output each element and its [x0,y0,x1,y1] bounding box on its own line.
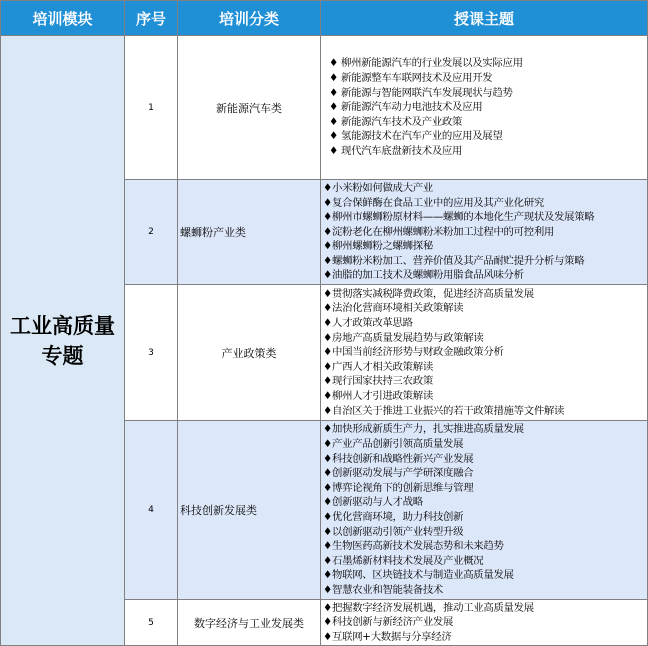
topic-item: ♦科技创新和战略性新兴产业发展 [323,452,474,465]
topic-item: ♦优化营商环境，助力科技创新 [323,511,464,523]
header-topics: 授课主题 [321,1,648,36]
topic-item: ♦ 新能源汽车技术及产业政策 [329,115,463,128]
table-row-1 [1,36,648,180]
topic-item: ♦现行国家扶持三农政策 [323,375,433,388]
topic-item: ♦ 氢能源技术在汽车产业的应用及展望 [329,130,503,143]
header-index: 序号 [125,1,178,36]
header-category: 培训分类 [178,1,321,36]
topic-item: ♦加快形成新质生产力，扎实推进高质量发展 [323,423,524,436]
row-index: 3 [125,285,178,421]
module-cell [1,36,125,646]
row-index: 5 [125,600,178,646]
topic-item: ♦小米粉如何做成大产业 [323,181,433,194]
topic-item: ♦智慧农业和智能装备技术 [323,583,444,596]
topic-item: ♦复合保鲜酶在食品工业中的应用及其产业化研究 [323,196,544,209]
topic-item: ♦螺蛳粉米粉加工、营养价值及其产品耐贮提升分析与策略 [323,254,585,267]
row-category: 螺蛳粉产业类 [178,180,321,285]
row-topics [321,421,648,600]
topic-item: ♦把握数字经济发展机遇，推动工业高质量发展 [323,601,534,614]
topic-item: ♦淀粉老化在柳州螺蛳粉米粉加工过程中的可控利用 [323,225,555,238]
topic-item: ♦贯彻落实减税降费政策，促进经济高质量发展 [323,287,534,300]
topic-item: ♦博弈论视角下的创新思维与管理 [323,481,474,494]
topic-item: ♦产业产品创新引领高质量发展 [323,438,464,451]
topic-item: ♦生物医药高新技术发展态势和未来趋势 [323,540,504,553]
row-category: 产业政策类 [178,285,321,421]
topic-item: ♦ 新能源汽车动力电池技术及应用 [329,101,483,114]
topic-item: ♦柳州市螺蛳粉原材料——螺蛳的本地化生产现状及发展策略 [323,211,595,224]
topic-item: ♦互联网+大数据与分享经济 [323,630,452,643]
header-module: 培训模块 [1,1,125,36]
row-category: 新能源汽车类 [178,36,321,180]
topic-item: ♦广西人才相关政策解读 [323,360,433,373]
topic-item: ♦房地产高质量发展趋势与政策解读 [323,331,484,344]
topic-item: ♦创新驱动发展与产学研深度融合 [323,467,474,480]
topic-item: ♦以创新驱动引领产业转型升级 [323,525,464,538]
topic-item: ♦科技创新与新经济产业发展 [323,616,454,629]
row-index: 1 [125,36,178,180]
topic-item: ♦柳州人才引进政策解读 [323,389,433,402]
topic-item: ♦柳州螺蛳粉之螺蛳探秘 [323,240,433,253]
topic-item: ♦石墨烯新材料技术发展及产业概况 [323,554,484,567]
header-row [1,1,648,36]
topic-item: ♦ 柳州新能源汽车的行业发展以及实际应用 [329,57,523,70]
row-category: 数字经济与工业发展类 [178,600,321,646]
topic-item: ♦法治化营商环境相关政策解读 [323,302,464,315]
topic-item: ♦自治区关于推进工业振兴的若干政策措施等文件解读 [323,404,565,417]
row-topics [321,36,648,180]
topic-item: ♦ 现代汽车底盘新技术及应用 [329,144,463,157]
topic-item: ♦油脂的加工技术及螺蛳粉用脂食品风味分析 [323,269,524,282]
topic-item: ♦创新驱动与人才战略 [323,496,423,509]
row-topics [321,285,648,421]
topic-item: ♦ 新能源与智能网联汽车发展现状与趋势 [329,86,513,99]
row-topics [321,600,648,646]
module-name: 工业高质量专题 [10,313,115,368]
row-index: 2 [125,180,178,285]
topic-item: ♦物联网、区块链技术与制造业高质量发展 [323,569,514,582]
topic-item: ♦ 新能源整车车联网技术及应用开发 [329,72,493,85]
topic-item: ♦中国当前经济形势与财政金融政策分析 [323,346,504,359]
topic-item: ♦人才政策改革思路 [323,317,413,330]
row-topics [321,180,648,285]
row-index: 4 [125,421,178,600]
row-category: 科技创新发展类 [178,421,321,600]
